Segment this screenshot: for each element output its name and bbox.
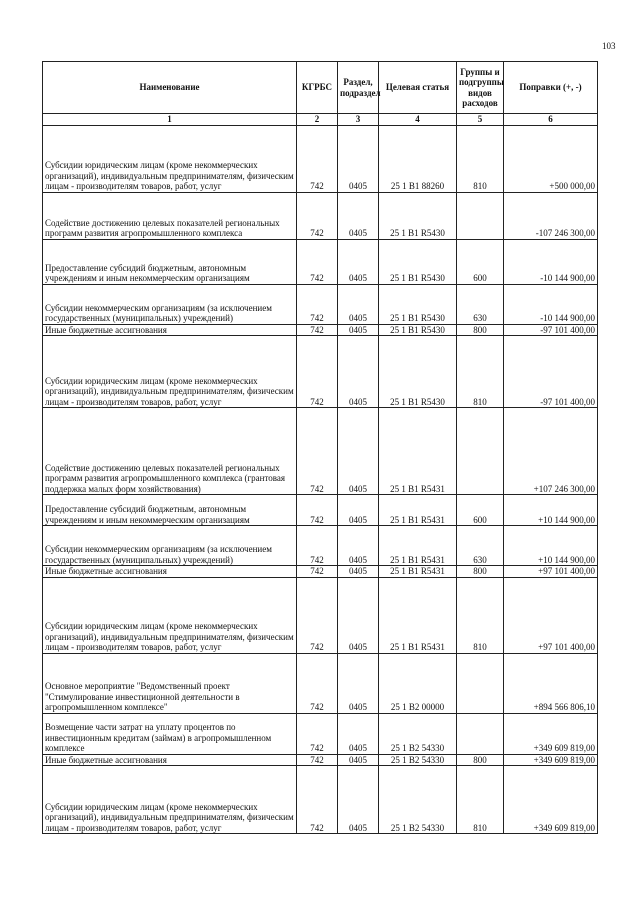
row-group-cell: 800: [457, 566, 504, 578]
header-groups: Группы и подгруппы видов расходов: [457, 62, 504, 114]
row-name-cell: Субсидии некоммерческим организациям (за исключением государственных (муниципальных) учреждений): [43, 284, 297, 324]
row-target-cell: 25 1 B1 R5430: [379, 284, 457, 324]
row-kgrbs-cell: 742: [297, 192, 338, 239]
row-target-cell: 25 1 B2 00000: [379, 653, 457, 713]
row-section-cell: 0405: [338, 239, 379, 284]
row-group-cell: 600: [457, 239, 504, 284]
table-row: [43, 577, 598, 653]
table-row: [43, 239, 598, 284]
row-section-cell: 0405: [338, 713, 379, 754]
row-name-cell: Субсидии некоммерческим организациям (за исключением государственных (муниципальных) учреждений): [43, 526, 297, 566]
row-amount-cell: -10 144 900,00: [504, 239, 598, 284]
row-group-cell: 810: [457, 766, 504, 834]
row-group-cell: 810: [457, 125, 504, 192]
table-row: [43, 566, 598, 578]
row-name-cell: Иные бюджетные ассигнования: [43, 566, 297, 578]
header-section: Раздел, подраздел: [338, 62, 379, 114]
row-kgrbs-cell: 742: [297, 495, 338, 526]
row-amount-cell: -97 101 400,00: [504, 336, 598, 408]
row-section-cell: 0405: [338, 408, 379, 495]
row-target-cell: 25 1 B2 54330: [379, 766, 457, 834]
row-name-cell: Субсидии юридическим лицам (кроме некоммерческих организаций), индивидуальным предпринимателям, физическим лицам - производителям товаров, работ, услуг: [43, 336, 297, 408]
row-name-cell: Субсидии юридическим лицам (кроме некоммерческих организаций), индивидуальным предпринимателям, физическим лицам - производителям товаров, работ, услуг: [43, 125, 297, 192]
table-row: [43, 336, 598, 408]
row-group-cell: 630: [457, 526, 504, 566]
row-amount-cell: +349 609 819,00: [504, 754, 598, 766]
row-target-cell: 25 1 B1 R5430: [379, 239, 457, 284]
row-group-cell: [457, 192, 504, 239]
row-target-cell: 25 1 B2 54330: [379, 754, 457, 766]
table-row: [43, 125, 598, 192]
row-amount-cell: +894 566 806,10: [504, 653, 598, 713]
row-section-cell: 0405: [338, 324, 379, 336]
row-kgrbs-cell: 742: [297, 336, 338, 408]
row-name-cell: Предоставление субсидий бюджетным, автономным учреждениям и иным некоммерческим организациям: [43, 495, 297, 526]
row-amount-cell: +97 101 400,00: [504, 577, 598, 653]
row-name-cell: Содействие достижению целевых показателей региональных программ развития агропромышленного комплекса (грантовая поддержка малых форм хозяйствования): [43, 408, 297, 495]
index-cell: 6: [504, 114, 598, 126]
row-name-cell: Возмещение части затрат на уплату процентов по инвестиционным кредитам (займам) в агропромышленном комплексе: [43, 713, 297, 754]
row-section-cell: 0405: [338, 284, 379, 324]
table-row: [43, 766, 598, 834]
row-amount-cell: +107 246 300,00: [504, 408, 598, 495]
row-kgrbs-cell: 742: [297, 713, 338, 754]
row-target-cell: 25 1 B1 R5430: [379, 336, 457, 408]
row-name-cell: Основное мероприятие "Ведомственный проект "Стимулирование инвестиционной деятельности в агропромышленном комплексе": [43, 653, 297, 713]
row-name-cell: Иные бюджетные ассигнования: [43, 754, 297, 766]
row-amount-cell: +349 609 819,00: [504, 713, 598, 754]
index-cell: 2: [297, 114, 338, 126]
row-target-cell: 25 1 B1 R5431: [379, 526, 457, 566]
row-kgrbs-cell: 742: [297, 766, 338, 834]
row-group-cell: 800: [457, 324, 504, 336]
row-target-cell: 25 1 B1 R5431: [379, 566, 457, 578]
row-amount-cell: +10 144 900,00: [504, 495, 598, 526]
row-kgrbs-cell: 742: [297, 566, 338, 578]
budget-amendments-table: [42, 61, 598, 834]
row-kgrbs-cell: 742: [297, 754, 338, 766]
row-name-cell: Субсидии юридическим лицам (кроме некоммерческих организаций), индивидуальным предпринимателям, физическим лицам - производителям товаров, работ, услуг: [43, 766, 297, 834]
row-section-cell: 0405: [338, 577, 379, 653]
row-amount-cell: -107 246 300,00: [504, 192, 598, 239]
row-kgrbs-cell: 742: [297, 526, 338, 566]
header-target: Целевая статья: [379, 62, 457, 114]
row-group-cell: 810: [457, 577, 504, 653]
header-amendments: Поправки (+, -): [504, 62, 598, 114]
row-target-cell: 25 1 B1 R5431: [379, 495, 457, 526]
header-name: Наименование: [43, 62, 297, 114]
row-target-cell: 25 1 B1 R5430: [379, 192, 457, 239]
table-row: [43, 324, 598, 336]
row-amount-cell: -97 101 400,00: [504, 324, 598, 336]
row-target-cell: 25 1 B1 R5431: [379, 408, 457, 495]
row-name-cell: Содействие достижению целевых показателей региональных программ развития агропромышленного комплекса: [43, 192, 297, 239]
column-index-row: [43, 114, 598, 126]
table-row: [43, 526, 598, 566]
row-section-cell: 0405: [338, 653, 379, 713]
table-row: [43, 192, 598, 239]
row-group-cell: [457, 653, 504, 713]
row-amount-cell: +349 609 819,00: [504, 766, 598, 834]
row-amount-cell: +500 000,00: [504, 125, 598, 192]
index-cell: 1: [43, 114, 297, 126]
header-row: [43, 62, 598, 114]
row-group-cell: 810: [457, 336, 504, 408]
table-row: [43, 653, 598, 713]
row-section-cell: 0405: [338, 754, 379, 766]
row-amount-cell: +97 101 400,00: [504, 566, 598, 578]
row-group-cell: 630: [457, 284, 504, 324]
row-name-cell: Субсидии юридическим лицам (кроме некоммерческих организаций), индивидуальным предпринимателям, физическим лицам - производителям товаров, работ, услуг: [43, 577, 297, 653]
row-target-cell: 25 1 B2 54330: [379, 713, 457, 754]
table-row: [43, 408, 598, 495]
table-row: [43, 713, 598, 754]
table-row: [43, 284, 598, 324]
row-target-cell: 25 1 B1 R5430: [379, 324, 457, 336]
row-kgrbs-cell: 742: [297, 284, 338, 324]
row-amount-cell: +10 144 900,00: [504, 526, 598, 566]
page-number: 103: [602, 41, 616, 51]
row-kgrbs-cell: 742: [297, 239, 338, 284]
row-target-cell: 25 1 B1 R5431: [379, 577, 457, 653]
row-name-cell: Иные бюджетные ассигнования: [43, 324, 297, 336]
row-group-cell: [457, 713, 504, 754]
table-row: [43, 495, 598, 526]
row-amount-cell: -10 144 900,00: [504, 284, 598, 324]
row-kgrbs-cell: 742: [297, 408, 338, 495]
row-section-cell: 0405: [338, 336, 379, 408]
row-section-cell: 0405: [338, 192, 379, 239]
row-group-cell: 600: [457, 495, 504, 526]
table-row: [43, 754, 598, 766]
index-cell: 3: [338, 114, 379, 126]
row-kgrbs-cell: 742: [297, 653, 338, 713]
row-kgrbs-cell: 742: [297, 577, 338, 653]
row-section-cell: 0405: [338, 495, 379, 526]
index-cell: 4: [379, 114, 457, 126]
index-cell: 5: [457, 114, 504, 126]
row-group-cell: [457, 408, 504, 495]
row-section-cell: 0405: [338, 766, 379, 834]
row-kgrbs-cell: 742: [297, 324, 338, 336]
row-kgrbs-cell: 742: [297, 125, 338, 192]
row-section-cell: 0405: [338, 566, 379, 578]
row-name-cell: Предоставление субсидий бюджетным, автономным учреждениям и иным некоммерческим организациям: [43, 239, 297, 284]
header-kgrbs: КГРБС: [297, 62, 338, 114]
row-section-cell: 0405: [338, 125, 379, 192]
row-group-cell: 800: [457, 754, 504, 766]
row-target-cell: 25 1 B1 88260: [379, 125, 457, 192]
row-section-cell: 0405: [338, 526, 379, 566]
